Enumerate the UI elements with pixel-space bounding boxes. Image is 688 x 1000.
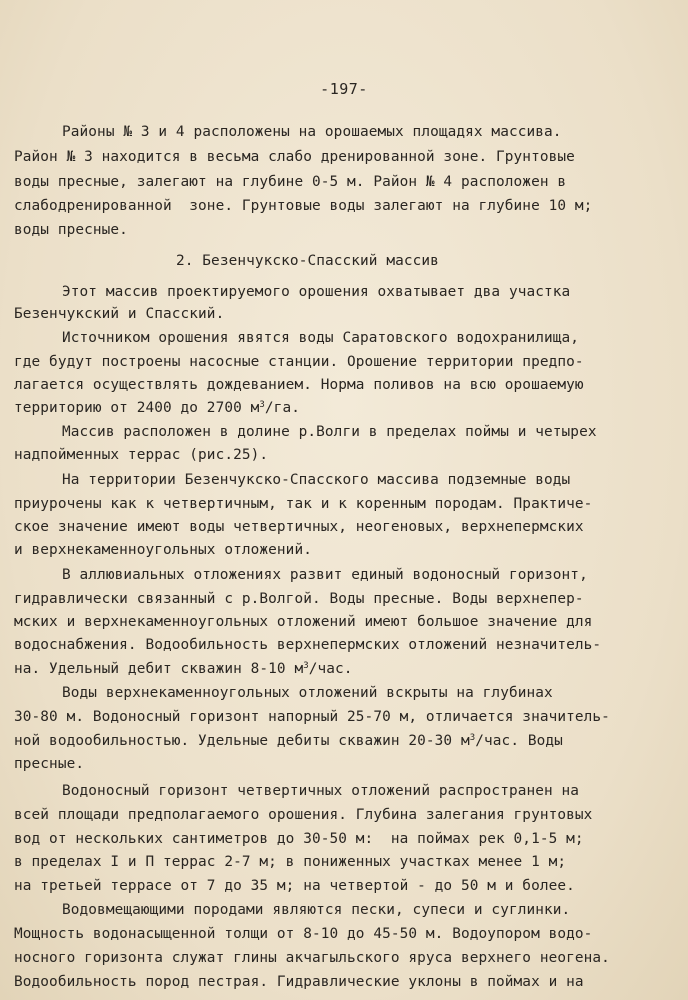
text-line: на третьей террасе от 7 до 35 м; на четвертой - до 50 м и более.	[14, 878, 575, 894]
text-fragment: /час.	[308, 661, 353, 677]
text-line: Воды верхнекаменноугольных отложений вскрыты на глубинах	[62, 685, 553, 701]
text-fragment: на. Удельный дебит скважин 8-10 м	[14, 661, 304, 677]
text-line: пресные.	[14, 756, 85, 772]
superscript: 3	[469, 733, 476, 743]
text-line: воды пресные, залегают на глубине 0-5 м. Район № 4 расположен в	[14, 174, 567, 190]
text-line: в пределах I и П террас 2-7 м; в пониженных участках менее 1 м;	[14, 854, 567, 870]
superscript: 3	[303, 661, 309, 671]
section-heading: 2. Безенчукско-Спасский массив	[176, 253, 439, 269]
text-line: ское значение имеют воды четвертичных, неогеновых, верхнепермских	[14, 519, 584, 535]
text-line: лагается осуществлять дождеванием. Норма поливов на всю орошаемую	[14, 377, 584, 393]
page-number: -197-	[320, 80, 368, 98]
text-line: Мощность водонасыщенной толщи от 8-10 до 45-50 м. Водоупором водо-	[14, 926, 593, 942]
text-line: воды пресные.	[14, 222, 128, 238]
text-line: гидравлически связанный с р.Волгой. Воды пресные. Воды верхнепер-	[14, 591, 584, 607]
text-line: Безенчукский и Спасский.	[14, 306, 225, 322]
text-line: Район № 3 находится в весьма слабо дренированной зоне. Грунтовые	[14, 149, 575, 165]
text-line: Водовмещающими породами являются пески, супеси и суглинки.	[62, 902, 571, 918]
text-line: водоснабжения. Водообильность верхнепермских отложений незначитель-	[14, 637, 602, 653]
text-line: Водоносный горизонт четвертичных отложений распространен на	[62, 783, 580, 799]
text-line: приурочены как к четвертичным, так и к коренным породам. Практиче-	[14, 496, 593, 512]
text-line: Этот массив проектируемого орошения охватывает два участка	[62, 284, 571, 300]
text-line: Районы № 3 и 4 расположены на орошаемых площадях массива.	[62, 124, 562, 140]
text-line: Источником орошения явятся воды Саратовского водохранилища,	[62, 330, 580, 346]
text-fragment: /га.	[264, 400, 300, 416]
text-fragment: /час. Воды	[475, 733, 563, 749]
text-line: На территории Безенчукско-Спасского массива подземные воды	[62, 472, 571, 488]
text-line: слабодренированной зоне. Грунтовые воды залегают на глубине 10 м;	[14, 198, 593, 214]
text-line: 30-80 м. Водоносный горизонт напорный 25-70 м, отличается значитель-	[14, 709, 610, 725]
text-line: всей площади предполагаемого орошения. Глубина залегания грунтовых	[14, 807, 593, 823]
text-line: носного горизонта служат глины акчагыльского яруса верхнего неогена.	[14, 950, 610, 966]
text-line	[14, 398, 300, 418]
superscript: 3	[259, 400, 265, 410]
text-line: вод от нескольких сантиметров до 30-50 м: на поймах рек 0,1-5 м;	[14, 831, 584, 847]
text-line: В аллювиальных отложениях развит единый водоносный горизонт,	[62, 567, 588, 583]
text-line: Водообильность пород пестрая. Гидравлические уклоны в поймах и на	[14, 974, 584, 990]
text-fragment: территорию от 2400 до 2700 м	[14, 400, 260, 416]
text-line	[14, 659, 353, 679]
text-line: мских и верхнекаменноугольных отложений имеют большое значение для	[14, 614, 593, 630]
text-line: надпойменных террас (рис.25).	[14, 447, 269, 463]
text-line: Массив расположен в долине р.Волги в пределах поймы и четырех	[62, 424, 597, 440]
text-line	[14, 731, 563, 751]
text-line: и верхнекаменноугольных отложений.	[14, 542, 312, 558]
text-fragment: ной водообильностью. Удельные дебиты скважин 20-30 м	[14, 733, 470, 749]
text-line: где будут построены насосные станции. Орошение территории предпо-	[14, 354, 584, 370]
